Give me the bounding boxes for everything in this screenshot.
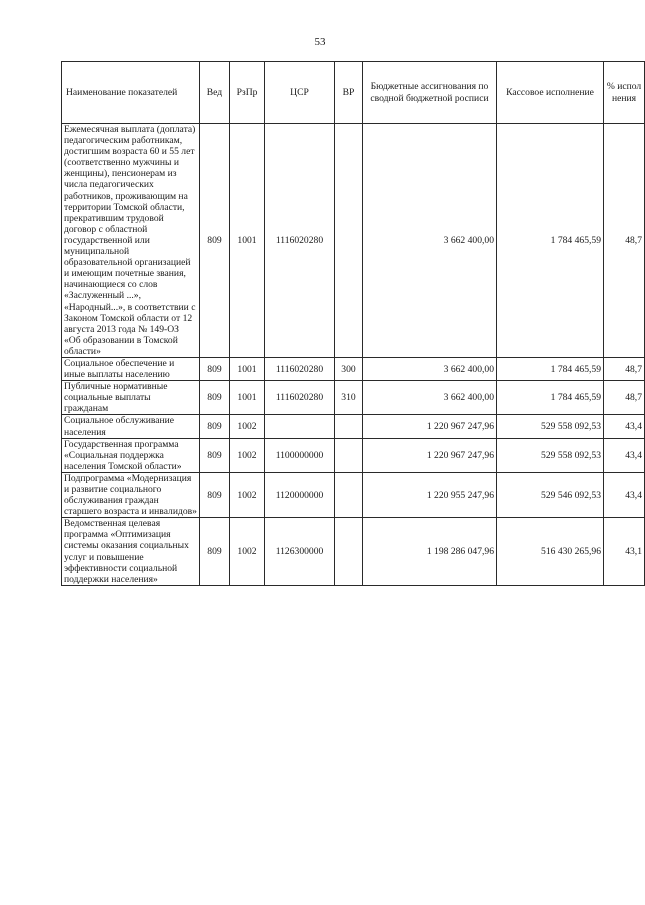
row-cash: 1 784 465,59 [497, 357, 604, 380]
header-assignments: Бюджетные ассигнования по сводной бюджетной росписи [363, 62, 497, 124]
table-row [62, 518, 645, 586]
header-rzpr: РзПр [230, 62, 265, 124]
table-row [62, 381, 645, 415]
row-csr: 1120000000 [265, 472, 335, 517]
row-ved: 809 [200, 438, 230, 472]
row-assignments: 1 220 967 247,96 [363, 438, 497, 472]
row-name: Ежемесячная выплата (доплата) педагогическим работникам, достигшим возраста 60 и 55 лет (соответственно мужчины и женщины), пенсионерам из числа педагогических работников, проживающим на территории Томской области, прекратившим трудовой договор с областной государственной или муниципальной образовательной организацией и имеющим почетные звания, начинающиеся со слов «Заслуженный ...», «Народный...», в соответствии с Законом Томской области от 12 августа 2013 года № 149-ОЗ «Об образовании в Томской области» [62, 124, 200, 358]
row-rzpr: 1002 [230, 518, 265, 586]
row-ved: 809 [200, 381, 230, 415]
header-percent: % испол нения [604, 62, 645, 124]
row-csr [265, 415, 335, 438]
row-ved: 809 [200, 472, 230, 517]
header-vr: ВР [335, 62, 363, 124]
row-vr: 310 [335, 381, 363, 415]
row-rzpr: 1001 [230, 124, 265, 358]
row-cash: 1 784 465,59 [497, 381, 604, 415]
row-rzpr: 1002 [230, 472, 265, 517]
table-row [62, 124, 645, 358]
row-csr: 1116020280 [265, 381, 335, 415]
row-assignments: 1 220 967 247,96 [363, 415, 497, 438]
row-percent: 43,4 [604, 415, 645, 438]
row-name: Публичные нормативные социальные выплаты гражданам [62, 381, 200, 415]
table-row [62, 472, 645, 517]
row-vr [335, 438, 363, 472]
row-rzpr: 1001 [230, 357, 265, 380]
row-csr: 1126300000 [265, 518, 335, 586]
row-ved: 809 [200, 124, 230, 358]
row-name: Ведомственная целевая программа «Оптимизация системы оказания социальных услуг и повышение эффективности социальной поддержки населения» [62, 518, 200, 586]
row-cash: 529 558 092,53 [497, 438, 604, 472]
row-percent: 48,7 [604, 357, 645, 380]
row-csr: 1100000000 [265, 438, 335, 472]
row-percent: 48,7 [604, 381, 645, 415]
row-cash: 529 546 092,53 [497, 472, 604, 517]
row-name: Социальное обслуживание населения [62, 415, 200, 438]
row-vr [335, 124, 363, 358]
page-number: 53 [314, 36, 326, 48]
row-percent: 48,7 [604, 124, 645, 358]
row-rzpr: 1002 [230, 438, 265, 472]
header-cash: Кассовое исполнение [497, 62, 604, 124]
row-ved: 809 [200, 518, 230, 586]
row-name: Подпрограмма «Модернизация и развитие социального обслуживания граждан старшего возраста и инвалидов» [62, 472, 200, 517]
row-percent: 43,1 [604, 518, 645, 586]
row-cash: 516 430 265,96 [497, 518, 604, 586]
row-name: Государственная программа «Социальная поддержка населения Томской области» [62, 438, 200, 472]
row-cash: 529 558 092,53 [497, 415, 604, 438]
table-row [62, 357, 645, 380]
row-cash: 1 784 465,59 [497, 124, 604, 358]
row-percent: 43,4 [604, 438, 645, 472]
row-vr [335, 472, 363, 517]
table-row [62, 415, 645, 438]
header-name: Наименование показателей [62, 62, 200, 124]
row-csr: 1116020280 [265, 124, 335, 358]
row-assignments: 3 662 400,00 [363, 381, 497, 415]
row-ved: 809 [200, 357, 230, 380]
row-name: Социальное обеспечение и иные выплаты населению [62, 357, 200, 380]
row-assignments: 1 220 955 247,96 [363, 472, 497, 517]
row-rzpr: 1002 [230, 415, 265, 438]
row-percent: 43,4 [604, 472, 645, 517]
row-vr: 300 [335, 357, 363, 380]
row-vr [335, 518, 363, 586]
row-ved: 809 [200, 415, 230, 438]
row-assignments: 3 662 400,00 [363, 124, 497, 358]
row-assignments: 1 198 286 047,96 [363, 518, 497, 586]
header-ved: Вед [200, 62, 230, 124]
row-csr: 1116020280 [265, 357, 335, 380]
header-csr: ЦСР [265, 62, 335, 124]
row-rzpr: 1001 [230, 381, 265, 415]
budget-execution-table [61, 61, 645, 586]
table-header-row [62, 62, 645, 124]
table-row [62, 438, 645, 472]
row-assignments: 3 662 400,00 [363, 357, 497, 380]
row-vr [335, 415, 363, 438]
